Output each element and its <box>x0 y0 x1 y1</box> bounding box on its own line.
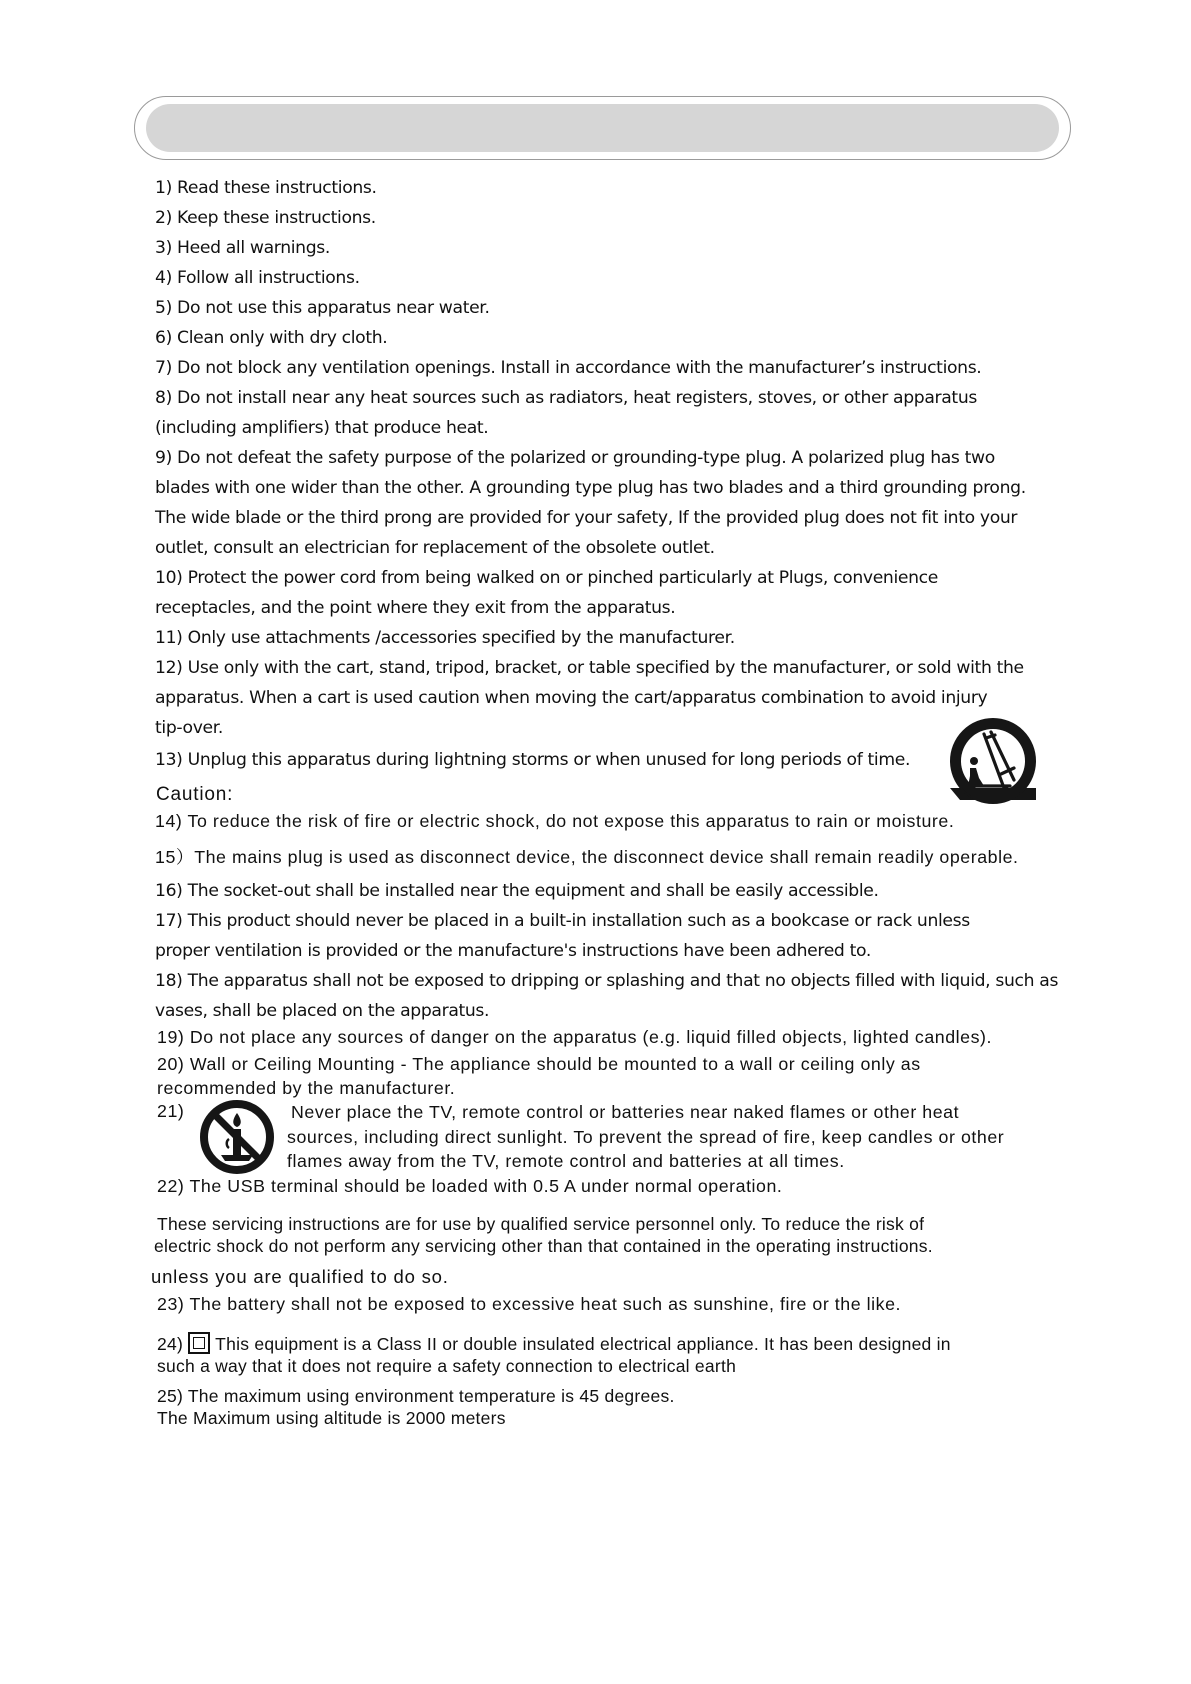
instruction-line: recommended by the manufacturer. <box>157 1078 456 1098</box>
no-candle-flame-icon <box>199 1099 275 1175</box>
instruction-line: 19) Do not place any sources of danger on the apparatus (e.g. liquid filled objects, lighted candles). <box>157 1027 993 1047</box>
instruction-line: 2) Keep these instructions. <box>155 208 376 228</box>
instruction-line: 25) The maximum using environment temperature is 45 degrees. <box>157 1386 675 1406</box>
instruction-line: flames away from the TV, remote control and batteries at all times. <box>287 1151 845 1171</box>
instruction-line: 1) Read these instructions. <box>155 178 377 198</box>
instruction-line: 23) The battery shall not be exposed to excessive heat such as sunshine, fire or the like. <box>157 1294 902 1314</box>
instruction-line: 12) Use only with the cart, stand, tripod, bracket, or table specified by the manufacturer, or sold with the <box>155 658 1024 678</box>
instruction-line: Never place the TV, remote control or batteries near naked flames or other heat <box>291 1102 960 1122</box>
instruction-line: The wide blade or the third prong are provided for your safety, If the provided plug does not fit into your <box>155 508 1018 528</box>
instruction-item-20 <box>157 1052 921 1100</box>
instruction-line: This equipment is a Class II or double insulated electrical appliance. It has been designed in <box>215 1334 951 1354</box>
instruction-line: such a way that it does not require a safety connection to electrical earth <box>157 1356 737 1376</box>
instruction-line: unless you are qualified to do so. <box>151 1266 449 1287</box>
instruction-line: blades with one wider than the other. A grounding type plug has two blades and a third grounding prong. <box>155 478 1026 498</box>
instruction-line: 20) Wall or Ceiling Mounting - The appliance should be mounted to a wall or ceiling only as <box>157 1054 921 1074</box>
instruction-line: receptacles, and the point where they exit from the apparatus. <box>155 598 676 618</box>
instruction-line: 8) Do not install near any heat sources such as radiators, heat registers, stoves, or other apparatus <box>155 388 977 408</box>
instruction-item-25 <box>157 1385 675 1429</box>
instruction-line: apparatus. When a cart is used caution when moving the cart/apparatus combination to avoid injury <box>155 688 988 708</box>
instruction-list-16-18 <box>155 876 1058 1026</box>
instruction-line: 13) Unplug this apparatus during lightning storms or when unused for long periods of time. <box>155 750 911 770</box>
instruction-line: 16) The socket-out shall be installed near the equipment and shall be easily accessible. <box>155 881 879 901</box>
instruction-item-24 <box>157 1332 951 1377</box>
instruction-line: The Maximum using altitude is 2000 meters <box>157 1408 506 1428</box>
instruction-list-1-13 <box>155 173 1026 775</box>
instruction-line: sources, including direct sunlight. To prevent the spread of fire, keep candles or other <box>287 1126 1005 1147</box>
instruction-line: proper ventilation is provided or the manufacture's instructions have been adhered to. <box>155 941 871 961</box>
instruction-line: vases, shall be placed on the apparatus. <box>155 1001 490 1021</box>
instruction-line: These servicing instructions are for use by qualified service personnel only. To reduce the risk of <box>157 1214 925 1234</box>
instruction-line: 15）The mains plug is used as disconnect device, the disconnect device shall remain readily operable. <box>155 847 1019 867</box>
instruction-line: electric shock do not perform any servicing other than that contained in the operating instructions. <box>154 1236 933 1256</box>
servicing-note <box>154 1213 933 1257</box>
instruction-line: 5) Do not use this apparatus near water. <box>155 298 490 318</box>
instruction-line: 4) Follow all instructions. <box>155 268 360 288</box>
instruction-line: 3) Heed all warnings. <box>155 238 330 258</box>
instruction-line: 9) Do not defeat the safety purpose of the polarized or grounding-type plug. A polarized plug has two <box>155 448 995 468</box>
instruction-line: 6) Clean only with dry cloth. <box>155 328 388 348</box>
instruction-line: 7) Do not block any ventilation openings. Install in accordance with the manufacturer’s instructions. <box>155 358 982 378</box>
instruction-line: tip-over. <box>155 718 224 738</box>
instruction-line: 11) Only use attachments /accessories specified by the manufacturer. <box>155 628 735 648</box>
section-header-bar <box>146 104 1059 152</box>
instruction-line: 14) To reduce the risk of fire or electric shock, do not expose this apparatus to rain or moisture. <box>155 811 955 831</box>
item-24-number: 24) <box>157 1334 184 1354</box>
instruction-line: 22) The USB terminal should be loaded with 0.5 A under normal operation. <box>157 1176 783 1196</box>
instruction-item-21-text <box>287 1100 1004 1174</box>
instruction-line: 18) The apparatus shall not be exposed to dripping or splashing and that no objects filled with liquid, such as <box>155 971 1059 991</box>
instruction-line: outlet, consult an electrician for replacement of the obsolete outlet. <box>155 538 715 558</box>
instruction-line: (including amplifiers) that produce heat. <box>155 418 489 438</box>
instruction-line: 17) This product should never be placed in a built-in installation such as a bookcase or rack unless <box>155 911 970 931</box>
caution-label: Caution: <box>156 784 234 805</box>
class-ii-double-insulation-icon <box>188 1332 210 1354</box>
instruction-line: 10) Protect the power cord from being walked on or pinched particularly at Plugs, convenience <box>155 568 938 588</box>
cart-tip-over-warning-icon <box>946 716 1044 806</box>
item-21-number: 21) <box>157 1101 185 1121</box>
